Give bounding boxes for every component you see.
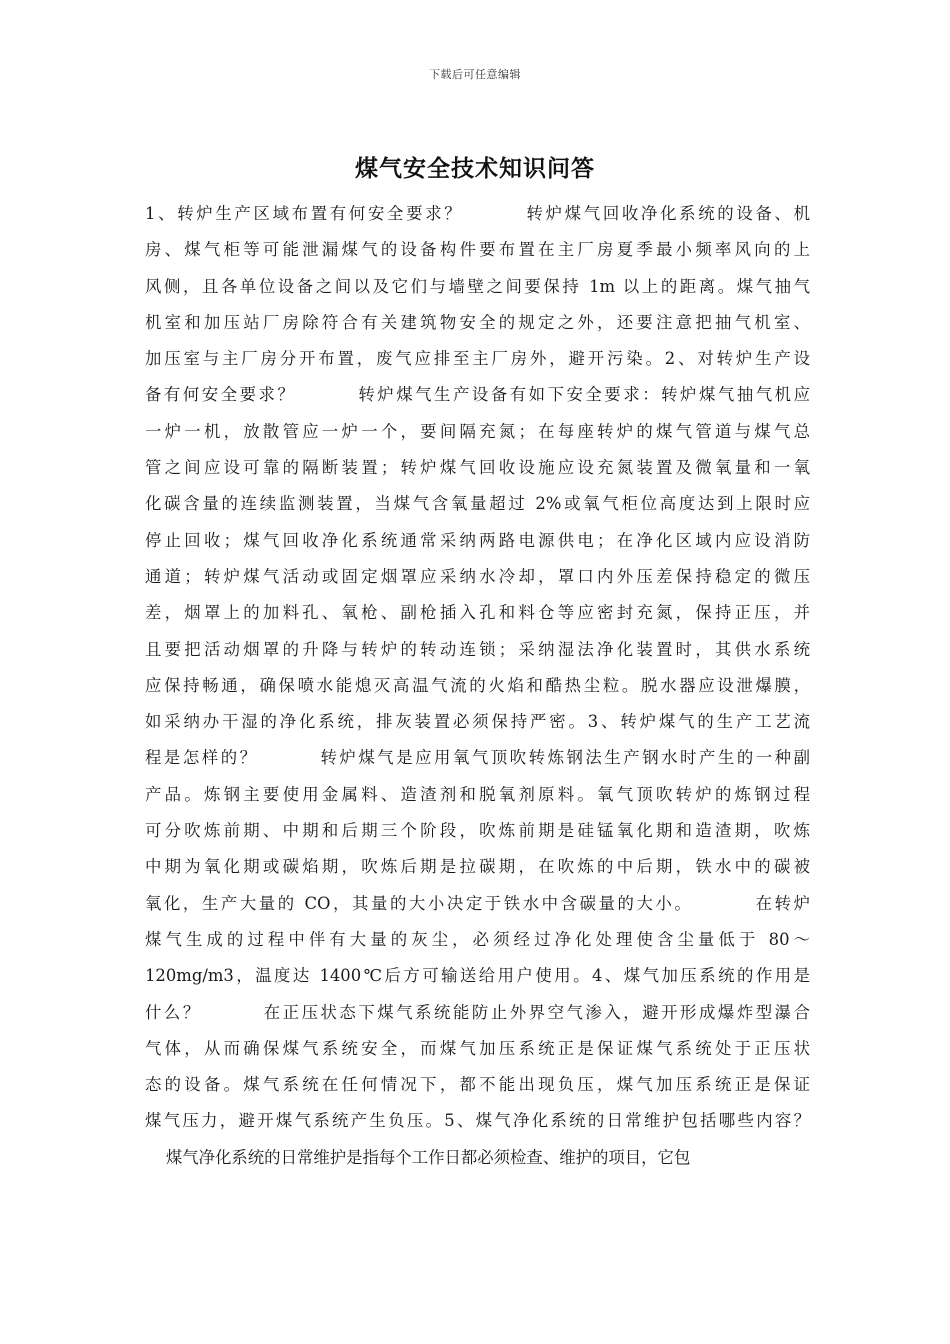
body-line: 管之间应设可靠的隔断装置；转炉煤气回收设施应设充氮装置及微氧量和一氧 bbox=[145, 458, 810, 478]
body-line: 应保持畅通，确保喷水能熄灭高温气流的火焰和酷热尘粒。脱水器应设泄爆膜， bbox=[145, 675, 810, 695]
body-line: 煤气压力，避开煤气系统产生负压。5、煤气净化系统的日常维护包括哪些内容？ bbox=[145, 1111, 810, 1131]
document-body bbox=[145, 196, 810, 1176]
body-line: 煤气净化系统的日常维护是指每个工作日都必须检查、维护的项目，它包 bbox=[145, 1147, 691, 1167]
body-line: 1、转炉生产区域布置有何安全要求？ 转炉煤气回收净化系统的设备、机 bbox=[145, 204, 810, 223]
body-line: 且要把活动烟罩的升降与转炉的转动连锁；采纳湿法净化装置时，其供水系统 bbox=[145, 639, 810, 659]
body-line: 中期为氧化期或碳焰期，吹炼后期是拉碳期，在吹炼的中后期，铁水中的碳被 bbox=[145, 857, 810, 877]
body-line: 态的设备。煤气系统在任何情况下，都不能出现负压，煤气加压系统正是保证 bbox=[145, 1075, 810, 1095]
body-line: 可分吹炼前期、中期和后期三个阶段，吹炼前期是硅锰氧化期和造渣期，吹炼 bbox=[145, 821, 810, 841]
body-line: 化碳含量的连续监测装置，当煤气含氧量超过 2%或氧气柜位高度达到上限时应 bbox=[145, 494, 810, 514]
body-line: 机室和加压站厂房除符合有关建筑物安全的规定之外，还要注意把抽气机室、 bbox=[145, 312, 810, 332]
body-line: 停止回收；煤气回收净化系统通常采纳两路电源供电；在净化区域内应设消防 bbox=[145, 530, 810, 550]
body-line: 通道；转炉煤气活动或固定烟罩应采纳水冷却，罩口内外压差保持稳定的微压 bbox=[145, 566, 810, 586]
header-note: 下载后可任意编辑 bbox=[429, 68, 521, 81]
body-line: 备有何安全要求？ 转炉煤气生产设备有如下安全要求：转炉煤气抽气机应 bbox=[145, 385, 810, 405]
body-line: 120mg/m3，温度达 1400℃后方可输送给用户使用。4、煤气加压系统的作用是 bbox=[145, 966, 810, 986]
body-line: 什么？ 在正压状态下煤气系统能防止外界空气渗入，避开形成爆炸型瀑合 bbox=[145, 1002, 810, 1022]
body-line: 房、煤气柜等可能泄漏煤气的设备构件要布置在主厂房夏季最小频率风向的上 bbox=[145, 240, 810, 260]
body-line: 煤气生成的过程中伴有大量的灰尘，必须经过净化处理使含尘量低于 80～ bbox=[145, 929, 810, 949]
body-line: 气体，从而确保煤气系统安全，而煤气加压系统正是保证煤气系统处于正压状 bbox=[145, 1038, 810, 1058]
body-line: 差，烟罩上的加料孔、氧枪、副枪插入孔和料仓等应密封充氮，保持正压，并 bbox=[145, 603, 810, 623]
body-line: 一炉一机，放散管应一炉一个，要间隔充氮；在每座转炉的煤气管道与煤气总 bbox=[145, 421, 810, 441]
document-title: 煤气安全技术知识问答 bbox=[355, 155, 595, 182]
body-line: 氧化，生产大量的 CO，其量的大小决定于铁水中含碳量的大小。 在转炉 bbox=[145, 893, 810, 913]
body-line: 风侧，且各单位设备之间以及它们与墙壁之间要保持 1m 以上的距离。煤气抽气 bbox=[145, 276, 810, 296]
body-line: 程是怎样的？ 转炉煤气是应用氧气顶吹转炼钢法生产钢水时产生的一种副 bbox=[145, 748, 810, 768]
body-line: 如采纳办干湿的净化系统，排灰装置必须保持严密。3、转炉煤气的生产工艺流 bbox=[145, 712, 810, 732]
body-line: 产品。炼钢主要使用金属料、造渣剂和脱氧剂原料。氧气顶吹转炉的炼钢过程 bbox=[145, 784, 810, 804]
body-line: 加压室与主厂房分开布置，废气应排至主厂房外，避开污染。2、对转炉生产设 bbox=[145, 349, 810, 369]
